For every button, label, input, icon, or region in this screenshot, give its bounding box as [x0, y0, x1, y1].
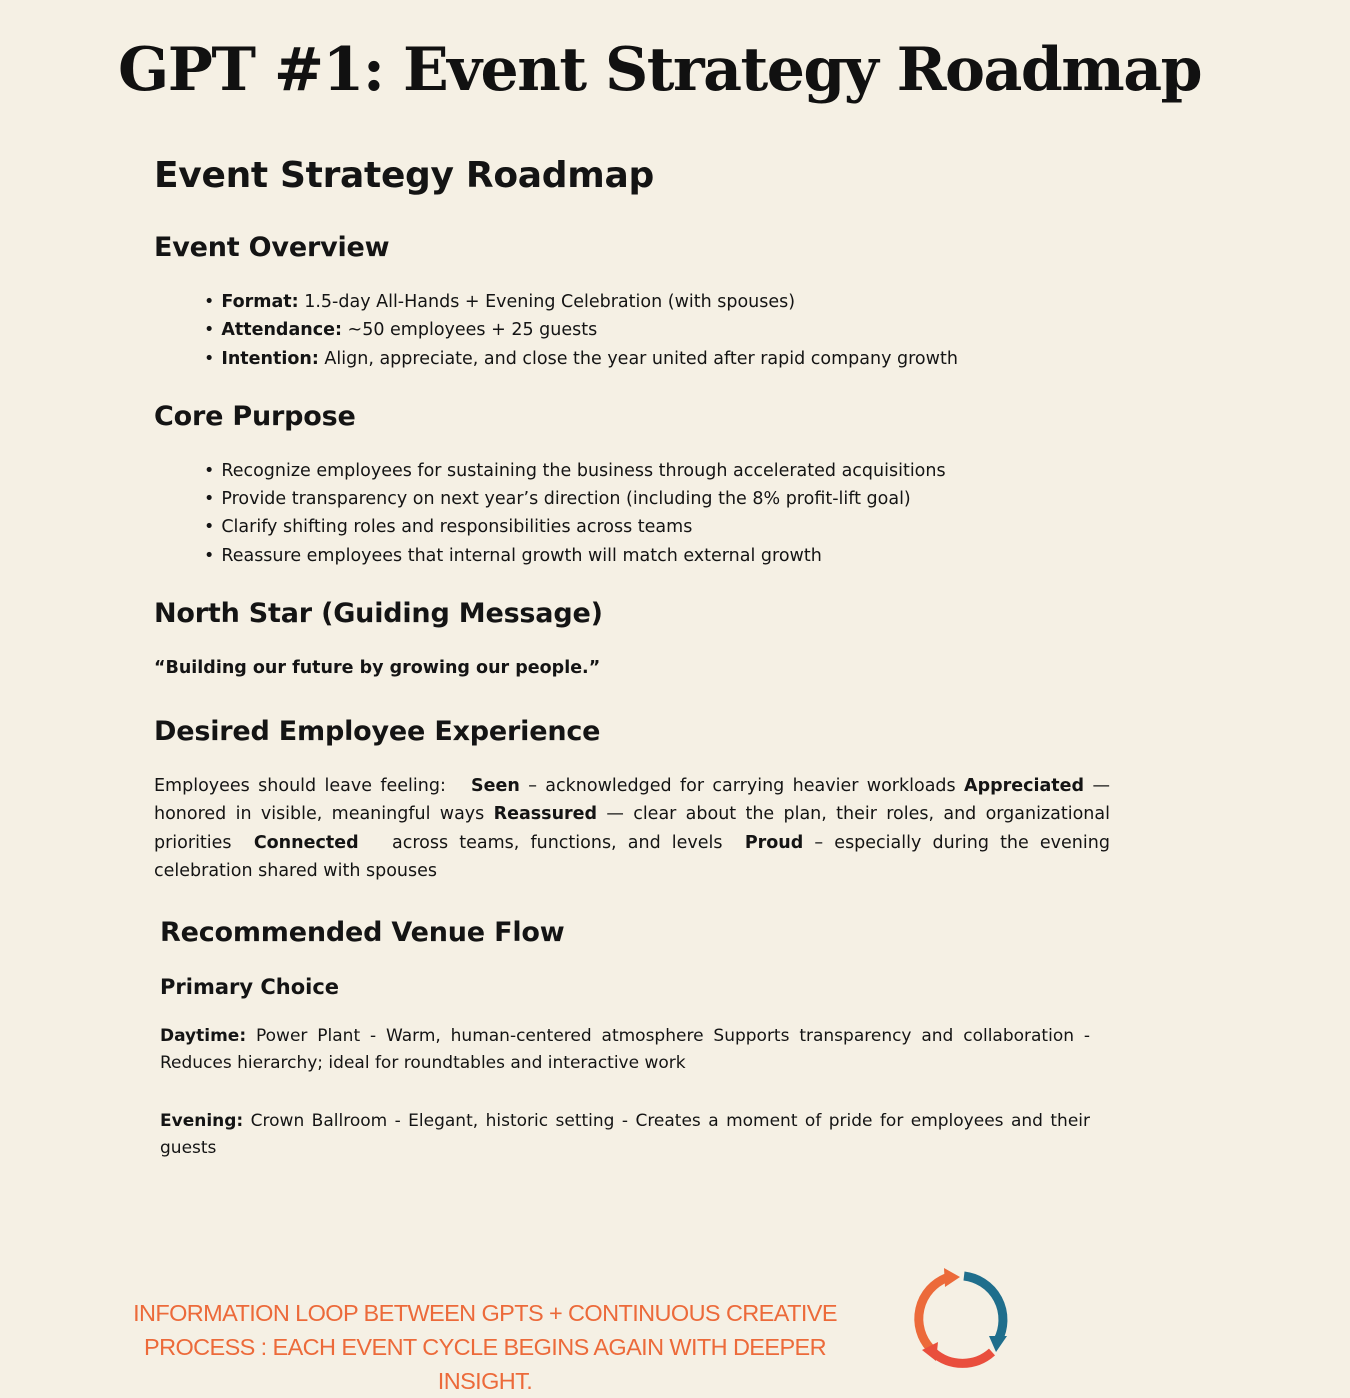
list-item: • Reassure employees that internal growth will match external growth — [204, 542, 1110, 570]
overview-list — [154, 288, 1110, 373]
document-body — [154, 150, 1110, 1162]
venue-daytime: Daytime: Power Plant - Warm, human-centered atmosphere Supports transparency and collaboration - Reduces hierarchy; ideal for roundtables and interactive work — [160, 1026, 1090, 1074]
list-item: • Provide transparency on next year’s direction (including the 8% profit-lift goal) — [204, 485, 1110, 513]
loop-arrow-blue — [989, 1336, 1007, 1352]
core-purpose-list — [154, 457, 1110, 570]
list-item: • Recognize employees for sustaining the business through accelerated acquisitions — [204, 457, 1110, 485]
list-item: • Format: 1.5-day All-Hands + Evening Celebration (with spouses) — [204, 288, 1110, 316]
footer-line-2: PROCESS : EACH EVENT CYCLE BEGINS AGAIN WITH DEEPER INSIGHT. — [144, 1334, 826, 1394]
list-item: • Intention: Align, appreciate, and close the year united after rapid company growth — [204, 345, 1110, 373]
section-heading-overview: Event Overview — [154, 232, 390, 263]
section-heading-north-star: North Star (Guiding Message) — [154, 598, 603, 630]
document-title: Event Strategy Roadmap — [154, 155, 654, 196]
venue-evening: Evening: Crown Ballroom - Elegant, historic setting - Creates a moment of pride for employees and their guests — [160, 1111, 1090, 1159]
sub-heading-primary-choice: Primary Choice — [160, 975, 340, 1000]
loop-arc-orange — [919, 1278, 946, 1348]
loop-arrow-orange — [944, 1268, 960, 1287]
loop-arc-blue — [964, 1276, 1003, 1340]
section-heading-core-purpose: Core Purpose — [154, 400, 356, 432]
page-title: GPT #1: Event Strategy Roadmap — [118, 35, 1202, 105]
footer-line-1: INFORMATION LOOP BETWEEN GPTS + CONTINUOUS CREATIVE — [133, 1300, 837, 1326]
experience-paragraph: Employees should leave feeling: Seen – acknowledged for carrying heavier workloads Appreciated — honored in visible, meaningful ways Reassured — clear about the plan, their roles, and organizational priorities Connected across teams, functions, and levels Proud – especially during the evening celebration shared with spouses — [154, 776, 1110, 881]
cycle-loop-icon — [900, 1262, 1016, 1378]
loop-arc-red — [933, 1352, 992, 1363]
section-heading-venue: Recommended Venue Flow — [160, 917, 565, 949]
footer-caption — [100, 1296, 870, 1398]
venue-section — [160, 915, 1110, 1162]
section-heading-experience: Desired Employee Experience — [154, 716, 601, 748]
list-item: • Attendance: ~50 employees + 25 guests — [204, 316, 1110, 344]
guiding-message: “Building our future by growing our people.” — [154, 658, 601, 679]
list-item: • Clarify shifting roles and responsibilities across teams — [204, 513, 1110, 541]
